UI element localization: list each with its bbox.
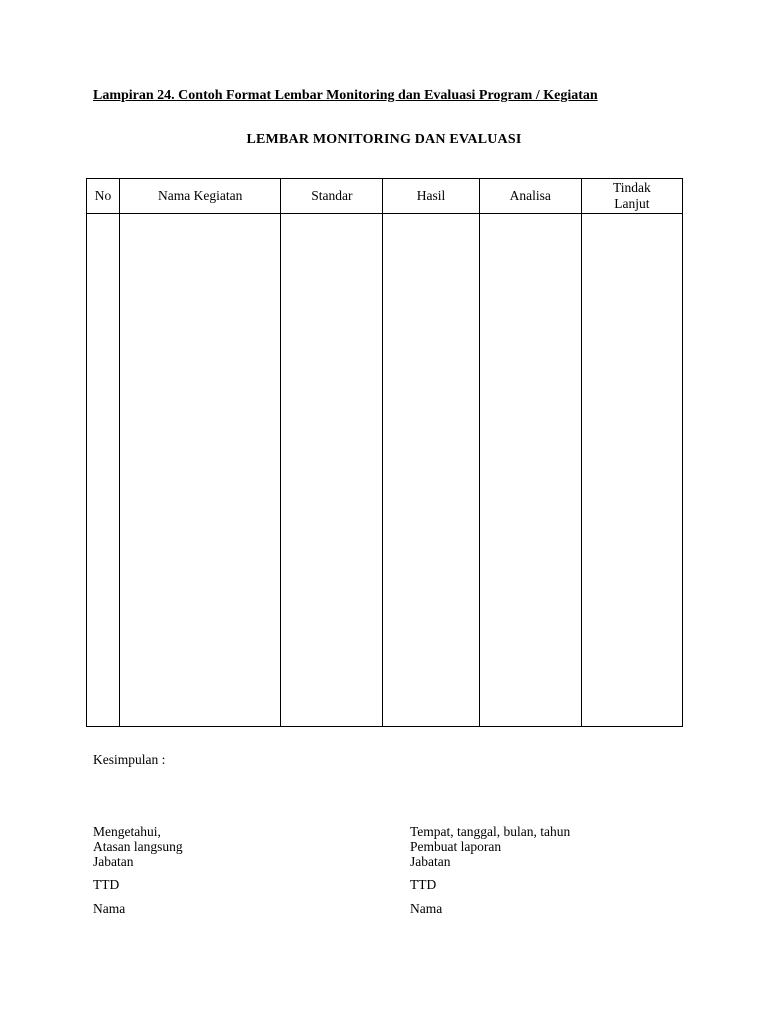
header-standar: Standar [281, 179, 383, 214]
header-nama-kegiatan: Nama Kegiatan [120, 179, 281, 214]
left-sign-line1: Mengetahui, [93, 824, 161, 839]
cell-standar [281, 214, 383, 727]
kesimpulan-label: Kesimpulan : [93, 752, 166, 767]
header-hasil: Hasil [383, 179, 479, 214]
cell-hasil [383, 214, 479, 727]
right-sign-nama: Nama [410, 901, 443, 916]
right-sign-line1: Tempat, tanggal, bulan, tahun [410, 824, 571, 839]
right-sign-line2: Pembuat laporan [410, 839, 502, 854]
header-analisa: Analisa [479, 179, 581, 214]
header-tindak-lanjut-line2: Lanjut [614, 196, 650, 211]
left-sign-ttd: TTD [93, 877, 120, 892]
left-sign-line3: Jabatan [93, 854, 134, 869]
cell-no [87, 214, 120, 727]
left-sign-line2: Atasan langsung [93, 839, 183, 854]
header-tindak-lanjut [581, 179, 682, 214]
monitoring-table [86, 178, 683, 727]
cell-analisa [479, 214, 581, 727]
header-tindak-lanjut-line1: Tindak [613, 180, 651, 195]
document-caption: Lampiran 24. Contoh Format Lembar Monitoring dan Evaluasi Program / Kegiatan [93, 88, 598, 103]
right-sign-ttd: TTD [410, 877, 437, 892]
table-body-row [87, 214, 683, 727]
left-sign-nama: Nama [93, 901, 126, 916]
right-sign-line3: Jabatan [410, 854, 451, 869]
cell-nama-kegiatan [120, 214, 281, 727]
header-no: No [87, 179, 120, 214]
table-header-row [87, 179, 683, 214]
cell-tindak-lanjut [581, 214, 682, 727]
form-title: LEMBAR MONITORING DAN EVALUASI [246, 132, 522, 147]
